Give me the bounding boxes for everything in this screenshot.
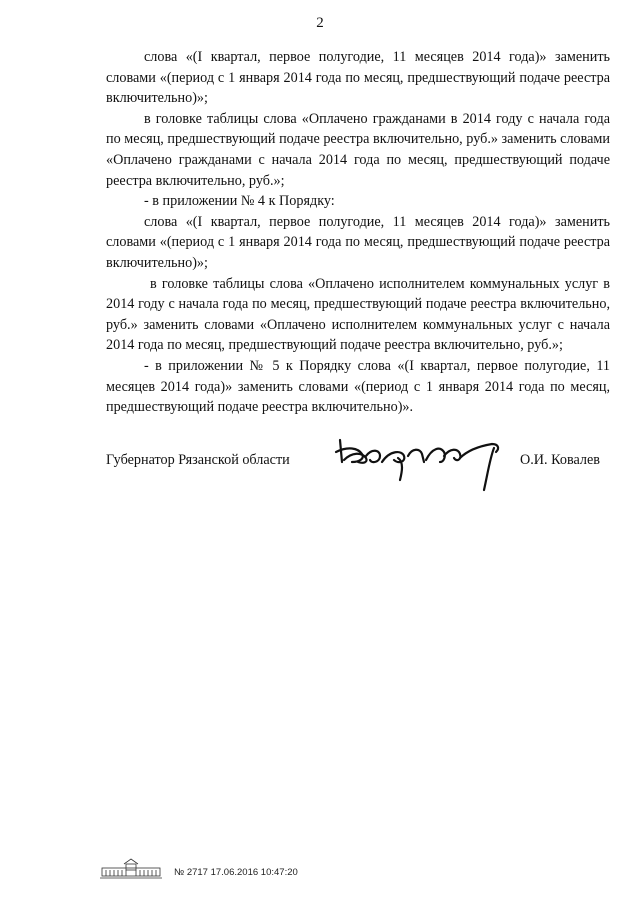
paragraph-3: - в приложении № 4 к Порядку: <box>144 193 335 210</box>
document-body <box>106 47 610 418</box>
paragraph-6: - в приложении № 5 к Порядку слова «(I квартал, первое полугодие, 11 месяцев 2014 года)» заменить словами «(период с 1 января 2014 года по месяц, предшествующий подаче реестра включительно)». <box>106 357 610 416</box>
signatory-title: Губернатор Рязанской области <box>106 452 290 468</box>
building-stamp-icon <box>100 858 162 880</box>
page-number: 2 <box>316 15 324 31</box>
paragraph-5: в головке таблицы слова «Оплачено исполнителем коммунальных услуг в 2014 году с начала года по месяц, предшествующий подаче реестра включительно, руб.» заменить словами «Оплачено исполнителем коммунальных услуг с начала 2014 года по месяц, предшествующий подаче реестра включительно, руб.»; <box>106 275 610 354</box>
registration-stamp: № 2717 17.06.2016 10:47:20 <box>174 867 298 878</box>
signatory-name: О.И. Ковалев <box>520 452 600 468</box>
paragraph-4: слова «(I квартал, первое полугодие, 11 месяцев 2014 года)» заменить словами «(период с 1 января 2014 года по месяц, предшествующий подаче реестра включительно)»; <box>106 213 610 271</box>
paragraph-1: слова «(I квартал, первое полугодие, 11 месяцев 2014 года)» заменить словами «(период с 1 января 2014 года по месяц, предшествующий подаче реестра включительно)»; <box>106 49 610 107</box>
handwritten-signature-icon <box>332 432 504 496</box>
paragraph-2: в головке таблицы слова «Оплачено гражданами в 2014 году с начала года по месяц, предшествующий подаче реестра включительно, руб.» заменить словами «Оплачено гражданами с начала 2014 года по месяц, предшествующий подаче реестра включительно, руб.»; <box>106 110 610 189</box>
signature-block <box>106 452 610 512</box>
